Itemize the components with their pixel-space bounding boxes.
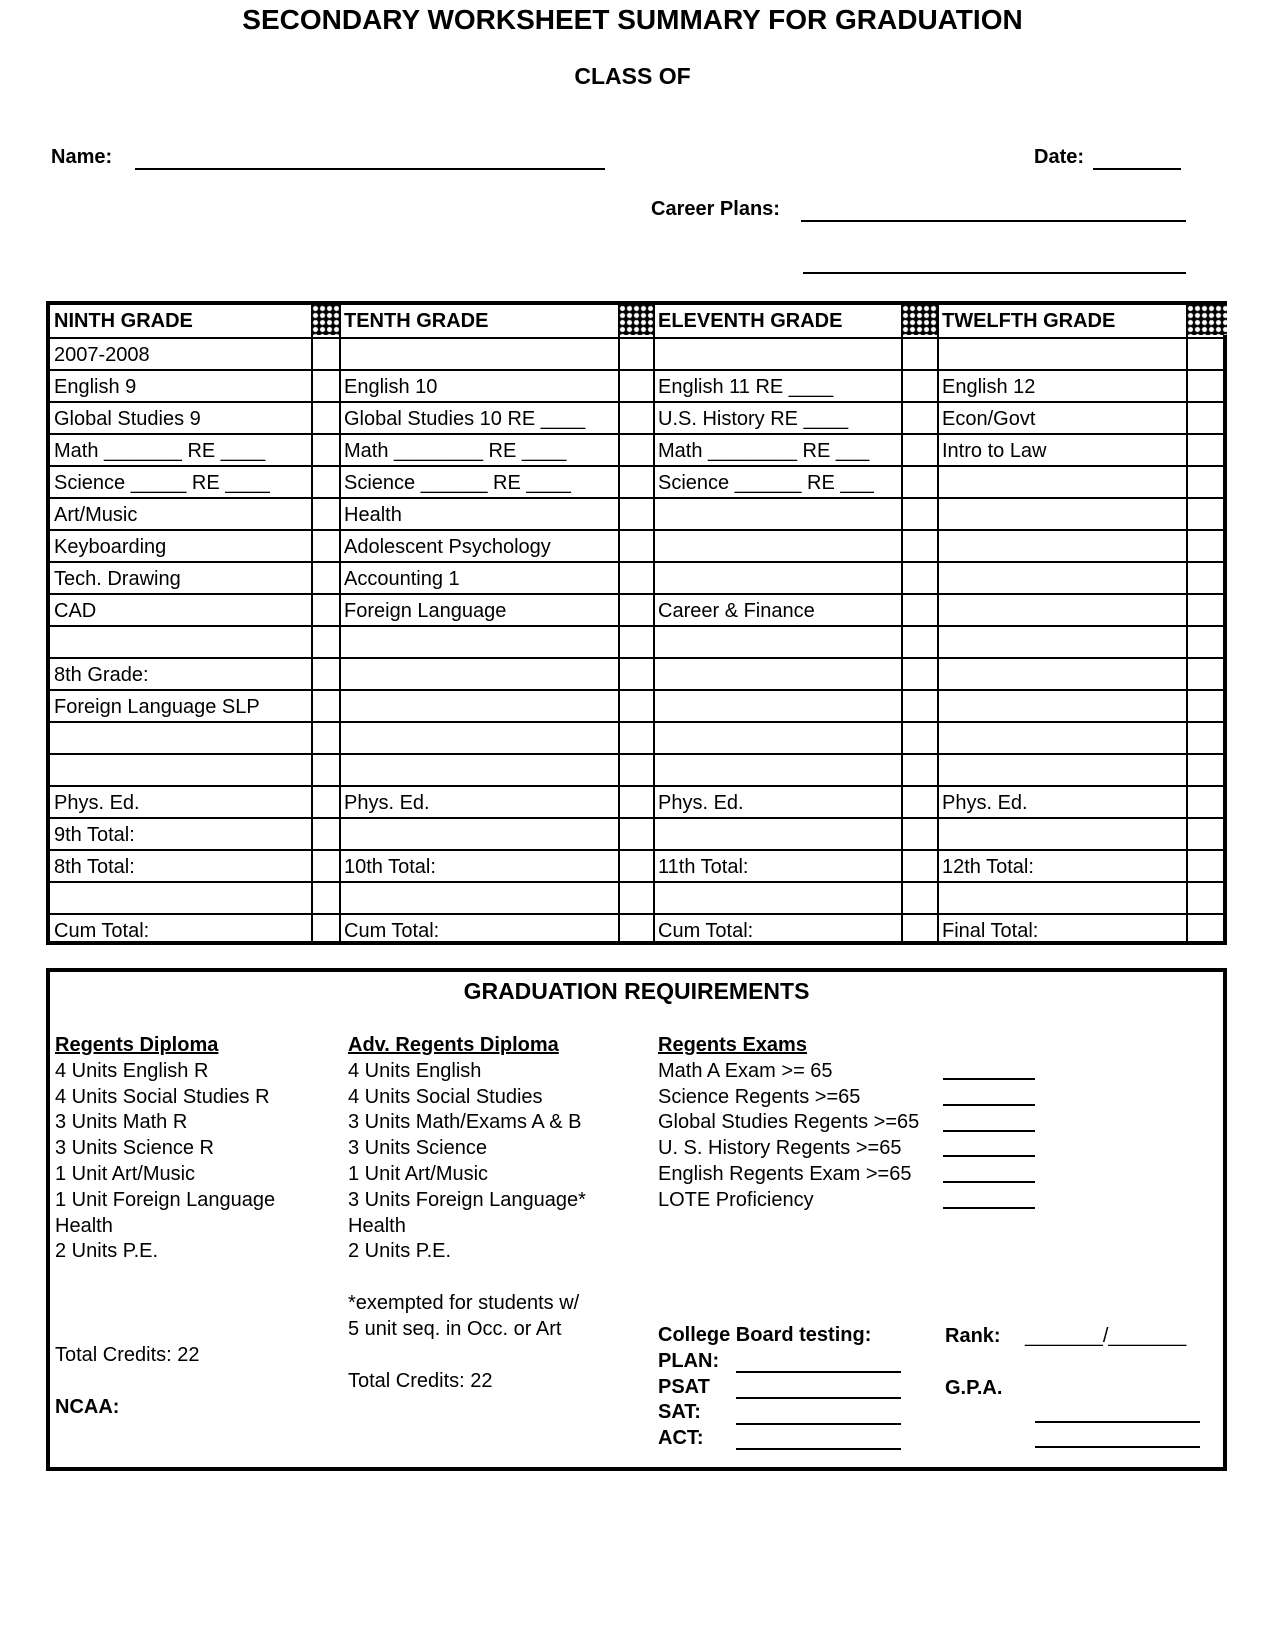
course-cell[interactable]	[340, 339, 618, 371]
course-cell[interactable]: Science ______ RE ___	[658, 472, 874, 494]
advanced-regents-heading: Adv. Regents Diploma	[348, 1034, 559, 1056]
table-row	[50, 657, 1223, 691]
table-row	[50, 753, 1223, 787]
course-cell[interactable]: Global Studies 9	[54, 408, 201, 430]
requirement-item: 4 Units Social Studies R	[55, 1085, 270, 1108]
course-cell[interactable]	[938, 467, 1186, 499]
course-cell[interactable]: Cum Total:	[54, 920, 150, 942]
requirement-item: 3 Units Science R	[55, 1137, 214, 1160]
column-divider	[901, 305, 903, 941]
requirement-item: 1 Unit Foreign Language	[55, 1188, 276, 1211]
course-cell[interactable]: English 12	[942, 376, 1036, 398]
column-divider	[311, 305, 313, 941]
advanced-total-credits: Total Credits: 22	[348, 1369, 493, 1392]
grade-header: NINTH GRADE	[54, 310, 193, 332]
requirement-item: 4 Units Social Studies	[348, 1085, 543, 1108]
sat-score-field[interactable]	[736, 1423, 901, 1425]
table-row	[50, 849, 1223, 883]
gpa-field-1[interactable]	[1035, 1421, 1200, 1423]
exam-score-field[interactable]	[943, 1181, 1035, 1183]
exam-score-field[interactable]	[943, 1155, 1035, 1157]
course-cell[interactable]: Keyboarding	[54, 536, 167, 558]
grade-header: TENTH GRADE	[344, 310, 489, 332]
name-field[interactable]	[135, 168, 605, 170]
course-cell[interactable]: 9th Total:	[54, 824, 135, 846]
rank-field[interactable]: _______/_______	[1025, 1325, 1187, 1347]
course-cell[interactable]: Final Total:	[942, 920, 1039, 942]
course-cell[interactable]: 8th Total:	[54, 856, 135, 878]
course-cell[interactable]	[938, 659, 1186, 691]
column-divider	[1186, 305, 1188, 941]
college-board-column	[658, 1323, 871, 1452]
requirement-item: 2 Units P.E.	[348, 1240, 452, 1263]
course-cell[interactable]: 8th Grade:	[54, 664, 149, 686]
requirement-item: 1 Unit Art/Music	[55, 1162, 196, 1185]
course-cell[interactable]: English 11 RE ____	[658, 376, 834, 398]
course-cell[interactable]: Health	[344, 504, 402, 526]
course-cell[interactable]	[654, 819, 901, 851]
requirements-title: GRADUATION REQUIREMENTS	[463, 978, 810, 1004]
act-score-field[interactable]	[736, 1448, 901, 1450]
course-cell[interactable]	[340, 819, 618, 851]
course-cell[interactable]	[50, 883, 311, 915]
exam-score-field[interactable]	[943, 1130, 1035, 1132]
course-cell[interactable]: Phys. Ed.	[658, 792, 744, 814]
regents-diploma-column	[55, 1033, 275, 1421]
act-label: ACT:	[658, 1427, 704, 1450]
date-field[interactable]	[1093, 168, 1181, 170]
course-cell[interactable]: Foreign Language	[344, 600, 507, 622]
course-cell[interactable]	[654, 659, 901, 691]
requirement-item: 1 Unit Art/Music	[348, 1162, 489, 1185]
course-cell[interactable]	[654, 499, 901, 531]
table-row	[50, 721, 1223, 755]
table-row	[50, 433, 1223, 467]
table-row	[50, 785, 1223, 819]
requirement-item: 3 Units Math/Exams A & B	[348, 1111, 582, 1134]
regents-exams-column	[658, 1033, 919, 1214]
exemption-note-line-1: *exempted for students w/	[348, 1292, 580, 1315]
course-cell[interactable]: Career & Finance	[658, 600, 815, 622]
checker-pattern	[902, 305, 937, 335]
table-row	[50, 561, 1223, 595]
course-cell[interactable]	[654, 883, 901, 915]
table-row	[50, 625, 1223, 659]
course-cell[interactable]	[938, 595, 1186, 627]
exam-item: U. S. History Regents >=65	[658, 1137, 902, 1160]
exam-score-field[interactable]	[943, 1207, 1035, 1209]
course-cell[interactable]: CAD	[54, 600, 97, 622]
college-board-heading: College Board testing:	[658, 1324, 872, 1346]
course-cell[interactable]: Adolescent Psychology	[344, 536, 551, 558]
course-cell[interactable]: Phys. Ed.	[54, 792, 140, 814]
course-cell[interactable]	[938, 883, 1186, 915]
date-label: Date:	[1034, 146, 1085, 168]
column-divider	[653, 305, 655, 941]
exam-score-field[interactable]	[943, 1104, 1035, 1106]
course-cell[interactable]	[938, 819, 1186, 851]
course-cell[interactable]	[938, 627, 1186, 659]
course-cell[interactable]: 10th Total:	[344, 856, 436, 878]
course-cell[interactable]	[938, 499, 1186, 531]
grade-header: TWELFTH GRADE	[942, 310, 1116, 332]
requirement-item: Health	[348, 1214, 406, 1237]
table-row	[50, 817, 1223, 851]
table-row	[50, 881, 1223, 915]
column-divider	[618, 305, 620, 941]
course-cell[interactable]	[50, 755, 311, 787]
table-row	[50, 401, 1223, 435]
name-label: Name:	[51, 146, 113, 168]
course-cell[interactable]	[340, 883, 618, 915]
exam-item: English Regents Exam >=65	[658, 1162, 912, 1185]
advanced-regents-column	[348, 1033, 586, 1395]
requirement-item: 3 Units Math R	[55, 1111, 188, 1134]
ncaa-label: NCAA:	[55, 1395, 120, 1418]
table-row	[50, 369, 1223, 403]
course-cell[interactable]	[938, 339, 1186, 371]
requirement-item: 3 Units Science	[348, 1137, 487, 1160]
regents-total-credits: Total Credits: 22	[55, 1344, 200, 1367]
requirement-item: 3 Units Foreign Language*	[348, 1188, 586, 1211]
course-cell[interactable]	[50, 627, 311, 659]
course-cell[interactable]: Foreign Language SLP	[54, 696, 260, 718]
table-row	[50, 337, 1223, 371]
course-cell[interactable]: Phys. Ed.	[344, 792, 430, 814]
course-cell[interactable]	[654, 531, 901, 563]
requirement-item: 4 Units English	[348, 1059, 482, 1082]
column-divider	[937, 305, 939, 941]
requirement-item: Health	[55, 1214, 113, 1237]
course-cell[interactable]	[938, 723, 1186, 755]
exam-item: Math A Exam >= 65	[658, 1059, 833, 1082]
regents-exams-heading: Regents Exams	[658, 1034, 807, 1056]
requirement-item: 4 Units English R	[55, 1059, 209, 1082]
plan-label: PLAN:	[658, 1349, 720, 1372]
course-cell[interactable]: Intro to Law	[942, 440, 1047, 462]
page-title: SECONDARY WORKSHEET SUMMARY FOR GRADUATION	[242, 4, 1023, 35]
sat-label: SAT:	[658, 1401, 701, 1424]
table-row	[50, 465, 1223, 499]
grade-header: ELEVENTH GRADE	[658, 310, 843, 332]
career-plans-field-1[interactable]	[801, 220, 1186, 222]
course-cell[interactable]	[340, 691, 618, 723]
psat-label: PSAT	[658, 1375, 710, 1398]
grade-course-table	[46, 301, 1227, 945]
graduation-requirements-box	[46, 968, 1227, 1471]
checker-pattern	[1187, 305, 1227, 335]
course-cell[interactable]	[340, 627, 618, 659]
course-cell[interactable]	[340, 755, 618, 787]
course-cell[interactable]: English 9	[54, 376, 137, 398]
course-cell[interactable]: Math _______ RE ____	[54, 440, 266, 462]
course-cell[interactable]	[938, 691, 1186, 723]
course-cell[interactable]: Phys. Ed.	[942, 792, 1028, 814]
course-cell[interactable]: Cum Total:	[344, 920, 440, 942]
class-of-label: CLASS OF	[574, 63, 691, 89]
psat-score-field[interactable]	[736, 1397, 901, 1399]
course-cell[interactable]	[340, 659, 618, 691]
table-row	[50, 593, 1223, 627]
course-cell[interactable]	[938, 531, 1186, 563]
course-cell[interactable]: Math ________ RE ____	[344, 440, 567, 462]
course-cell[interactable]	[654, 723, 901, 755]
exemption-note-line-2: 5 unit seq. in Occ. or Art	[348, 1317, 562, 1340]
course-cell[interactable]: Art/Music	[54, 504, 138, 526]
course-cell[interactable]: English 10	[344, 376, 438, 398]
career-plans-label: Career Plans:	[651, 198, 780, 220]
table-row	[50, 529, 1223, 563]
checker-pattern	[312, 305, 339, 335]
course-cell[interactable]	[654, 563, 901, 595]
gpa-label: G.P.A.	[945, 1377, 1003, 1399]
course-cell[interactable]: Tech. Drawing	[54, 568, 181, 590]
course-cell[interactable]: 12th Total:	[942, 856, 1034, 878]
exam-item: LOTE Proficiency	[658, 1188, 814, 1211]
exam-item: Global Studies Regents >=65	[658, 1111, 920, 1134]
course-cell[interactable]: Math ________ RE ___	[658, 440, 870, 462]
course-cell[interactable]: 2007-2008	[54, 344, 150, 366]
course-cell[interactable]	[938, 563, 1186, 595]
course-cell[interactable]	[654, 339, 901, 371]
course-cell[interactable]: Science _____ RE ____	[54, 472, 270, 494]
gpa-field-2[interactable]	[1035, 1446, 1200, 1448]
course-cell[interactable]	[654, 627, 901, 659]
course-cell[interactable]	[340, 723, 618, 755]
course-cell[interactable]: Global Studies 10 RE ____	[344, 408, 586, 430]
plan-score-field[interactable]	[736, 1371, 901, 1373]
table-row	[50, 913, 1223, 947]
course-cell[interactable]	[50, 723, 311, 755]
course-cell[interactable]: Accounting 1	[344, 568, 460, 590]
rank-label: Rank:	[945, 1325, 1001, 1347]
table-row	[50, 497, 1223, 531]
course-cell[interactable]	[654, 691, 901, 723]
course-cell[interactable]: Cum Total:	[658, 920, 754, 942]
exam-score-field[interactable]	[943, 1078, 1035, 1080]
course-cell[interactable]: Econ/Govt	[942, 408, 1036, 430]
course-cell[interactable]: Science ______ RE ____	[344, 472, 571, 494]
course-cell[interactable]	[654, 755, 901, 787]
course-cell[interactable]: 11th Total:	[658, 856, 749, 878]
regents-diploma-heading: Regents Diploma	[55, 1034, 219, 1056]
career-plans-field-2[interactable]	[803, 272, 1186, 274]
requirement-item: 2 Units P.E.	[55, 1240, 159, 1263]
column-divider	[339, 305, 341, 941]
checker-pattern	[619, 305, 653, 335]
course-cell[interactable]	[938, 755, 1186, 787]
exam-item: Science Regents >=65	[658, 1085, 861, 1108]
table-row	[50, 689, 1223, 723]
course-cell[interactable]: U.S. History RE ____	[658, 408, 849, 430]
